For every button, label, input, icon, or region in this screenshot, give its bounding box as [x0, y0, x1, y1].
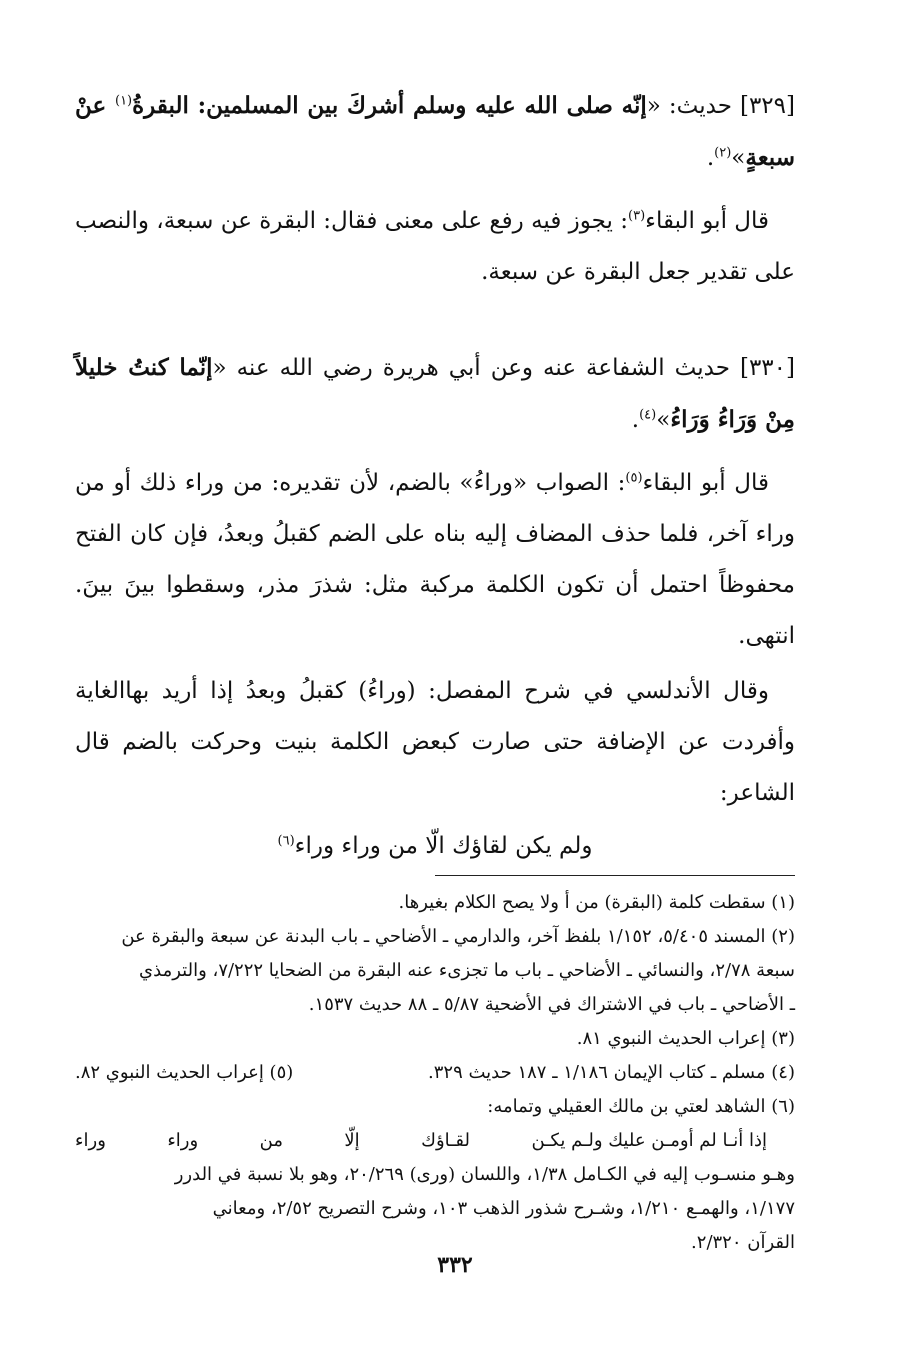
footnote-ref-3: (٣): [628, 208, 646, 224]
commentary-329-lead: قال أبو البقاء: [645, 208, 769, 234]
hadith-330-heading: [75, 342, 795, 446]
footnote-1: (١) سقطت كلمة (البقرة) من أ ولا يصح الكلام بغيرها.: [398, 892, 795, 913]
footnote-2-line-2: سبعة ٢/٧٨، والنسائي ـ الأضاحي ـ باب ما تجزىء عنه البقرة من الضحايا ٧/٢٢٢، والترمذي: [139, 960, 795, 981]
footnote-ref-6: (٦): [277, 833, 295, 849]
poetry-verse: [75, 823, 795, 869]
footnote-2: (٢) المسند ٥/٤٠٥، ١/١٥٢ بلفظ آخر، والدارمي ـ الأضاحي ـ باب البدنة عن سبعة والبقرة عن: [121, 926, 795, 947]
poem-part: وراء: [75, 1130, 106, 1151]
hadith-329-lead: [٣٢٩] حديث: «: [646, 93, 795, 119]
footnotes: [75, 886, 795, 1260]
footnote-6-line-4: ١/١٧٧، والهمـع ١/٢١٠، وشـرح شذور الذهب ١٠٣، وشرح التصريح ٢/٥٢، ومعاني: [212, 1198, 795, 1219]
footnote-ref-5: (٥): [625, 470, 643, 486]
poem-part: من: [259, 1130, 283, 1151]
footnote-ref-1: (١): [114, 93, 133, 109]
commentary-329-text: : يجوز فيه رفع على معنى فقال: البقرة عن سبعة، والنصب على تقدير جعل البقرة عن سبعة.: [75, 208, 795, 285]
poetry-verse-text: ولم يكن لقاؤك الّا من وراء وراء: [294, 833, 593, 859]
poem-part: وراء: [167, 1130, 199, 1151]
footnote-6-line-5: القرآن ٢/٣٢٠.: [691, 1232, 795, 1253]
hadith-330-period: .: [631, 407, 640, 433]
footnote-ref-4: (٤): [639, 407, 657, 423]
footnote-ref-2: (٢): [714, 145, 732, 161]
commentary-330: [75, 458, 795, 662]
hadith-330-close: »: [656, 407, 671, 433]
hadith-330-text: إنّما كنتُ خليلاً مِنْ وَرَاءُ وَرَاءُ: [75, 354, 795, 433]
commentary-329: [75, 196, 795, 298]
footnote-separator: [435, 875, 795, 876]
footnote-6: (٦) الشاهد لعتي بن مالك العقيلي وتمامه:: [487, 1096, 795, 1117]
footnote-2-line-3: ـ الأضاحي ـ باب في الاشتراك في الأضحية ٥/٨٧ ـ ٨٨ حديث ١٥٣٧.: [308, 994, 795, 1015]
page-body: [75, 80, 795, 1260]
hadith-329-period: .: [706, 145, 715, 171]
footnote-6-poem: [75, 1124, 795, 1158]
footnote-5: (٥) إعراب الحديث النبوي ٨٢.: [75, 1062, 294, 1083]
poem-part: لقـاؤك: [421, 1130, 471, 1151]
hadith-329-text-end: عنْ سبعةٍ: [75, 92, 795, 171]
hadith-330-lead: [٣٣٠] حديث الشفاعة عنه وعن أبي هريرة رضي الله عنه «: [212, 355, 795, 381]
commentary-330-lead: قال أبو البقاء: [642, 470, 769, 496]
hadith-329-text: إنّه صلى الله عليه وسلم أشركَ بين المسلمين: البقرةُ: [132, 92, 647, 119]
commentary-330-text: : الصواب «وراءُ» بالضم، لأن تقديره: من وراء ذلك أو من وراء آخر، فلما حذف المضاف إليه بناه على الضم كقبلُ وبعدُ، فإن كان الفتح محفوظاً احتمل أن تكون الكلمة مركبة مثل: شذرَ مذر، وسقطوا بينَ بينَ. انتهى.: [75, 470, 795, 649]
hadith-329-heading: [75, 80, 795, 184]
page-number: ٣٣٢: [437, 1252, 473, 1278]
footnotes-4-5-row: [75, 1056, 795, 1090]
footnote-4: (٤) مسلم ـ كتاب الإيمان ١/١٨٦ ـ ١٨٧ حديث ٣٢٩.: [428, 1062, 795, 1083]
poem-part: إذا أنـا لم أومـن عليك ولـم يكـن: [531, 1130, 767, 1151]
hadith-329-close: »: [731, 145, 746, 171]
footnote-3: (٣) إعراب الحديث النبوي ٨١.: [576, 1028, 795, 1049]
andalusi-paragraph: وقال الأندلسي في شرح المفصل: (وراءُ) كقبلُ وبعدُ إذا أريد بهاالغاية وأفردت عن الإضافة حتى صارت كبعض الكلمة بنيت وحركت بالضم قال الشاعر:: [75, 678, 795, 806]
poem-part: إلّا: [344, 1130, 360, 1151]
footnote-6-line-3: وهـو منسـوب إليه في الكـامل ١/٣٨، واللسان (ورى) ٢٠/٢٦٩، وهو بلا نسبة في الدرر: [174, 1164, 795, 1185]
